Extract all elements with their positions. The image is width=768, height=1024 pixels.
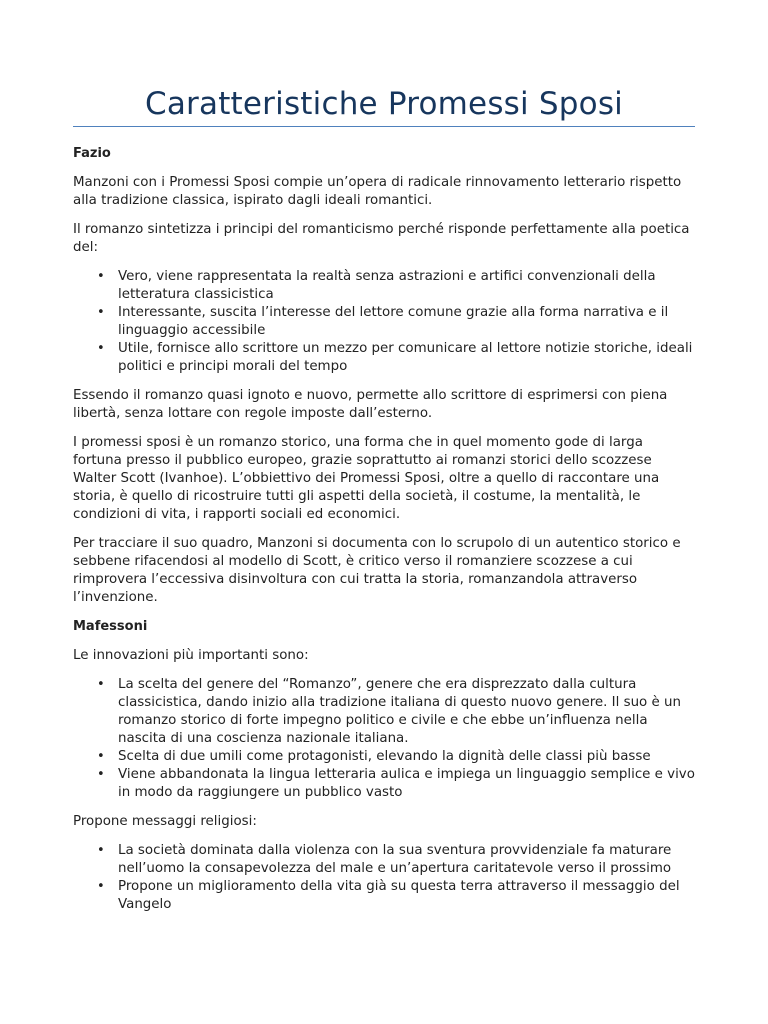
title-underline [73,126,695,127]
section-heading-fazio: Fazio [73,146,111,161]
list-item [73,842,695,878]
list-item-text: La scelta del genere del “Romanzo”, genere che era disprezzato dalla cultura classicistica, dando inizio alla tradizione italiana di questo nuovo genere. Il suo è un romanzo storico di forte impegno politico e civile e che ebbe un’influenza nella nascita di una coscienza nazionale italiana. [118,677,681,746]
paragraph: I promessi sposi è un romanzo storico, una forma che in quel momento gode di larga fortuna presso il pubblico europeo, grazie soprattutto ai romanzi storici dello scozzese Walter Scott (Ivanhoe). L’obbiettivo dei Promessi Sposi, oltre a quello di raccontare una storia, è quello di ricostruire tutti gli aspetti della società, il costume, la mentalità, le condizioni di vita, i rapporti sociali ed economici. [73,435,660,522]
paragraph: Le innovazioni più importanti sono: [73,648,309,663]
list-item [73,268,695,304]
bullet-list [73,268,695,376]
document-page [73,0,695,914]
bullet-icon: • [97,305,105,320]
list-item [73,878,695,914]
bullet-icon: • [97,677,105,692]
paragraph: Essendo il romanzo quasi ignoto e nuovo, permette allo scrittore di esprimersi con piena libertà, senza lottare con regole imposte dall’esterno. [73,388,668,421]
section-heading-mafessoni: Mafessoni [73,619,148,634]
list-item-text: Viene abbandonata la lingua letteraria aulica e impiega un linguaggio semplice e vivo in modo da raggiungere un pubblico vasto [118,767,695,800]
bullet-icon: • [97,767,105,782]
paragraph: Il romanzo sintetizza i principi del romanticismo perché risponde perfettamente alla poetica del: [73,222,690,255]
bullet-icon: • [97,341,105,356]
bullet-icon: • [97,879,105,894]
page-title: Caratteristiche Promessi Sposi [145,86,623,122]
list-item-text: Utile, fornisce allo scrittore un mezzo per comunicare al lettore notizie storiche, ideali politici e principi morali del tempo [118,341,693,374]
list-item-text: Propone un miglioramento della vita già su questa terra attraverso il messaggio del Vangelo [118,879,680,912]
bullet-icon: • [97,843,105,858]
list-item-text: Interessante, suscita l’interesse del lettore comune grazie alla forma narrativa e il linguaggio accessibile [118,305,669,338]
list-item [73,340,695,376]
list-item-text: Vero, viene rappresentata la realtà senza astrazioni e artifici convenzionali della letteratura classicistica [118,269,656,302]
bullet-icon: • [97,269,105,284]
bullet-list [73,676,695,802]
bullet-icon: • [97,749,105,764]
paragraph: Propone messaggi religiosi: [73,814,257,829]
bullet-list [73,842,695,914]
list-item-text: La società dominata dalla violenza con la sua sventura provvidenziale fa maturare nell’uomo la consapevolezza del male e un’apertura caritatevole verso il prossimo [118,843,672,876]
list-item [73,676,695,748]
list-item [73,304,695,340]
paragraph: Manzoni con i Promessi Sposi compie un’opera di radicale rinnovamento letterario rispetto alla tradizione classica, ispirato dagli ideali romantici. [73,175,682,208]
list-item [73,766,695,802]
list-item-text: Scelta di due umili come protagonisti, elevando la dignità delle classi più basse [118,749,651,764]
paragraph: Per tracciare il suo quadro, Manzoni si documenta con lo scrupolo di un autentico storico e sebbene rifacendosi al modello di Scott, è critico verso il romanziere scozzese a cui rimprovera l’eccessiva disinvoltura con cui tratta la storia, romanzandola attraverso l’invenzione. [73,536,681,605]
list-item [73,748,695,766]
